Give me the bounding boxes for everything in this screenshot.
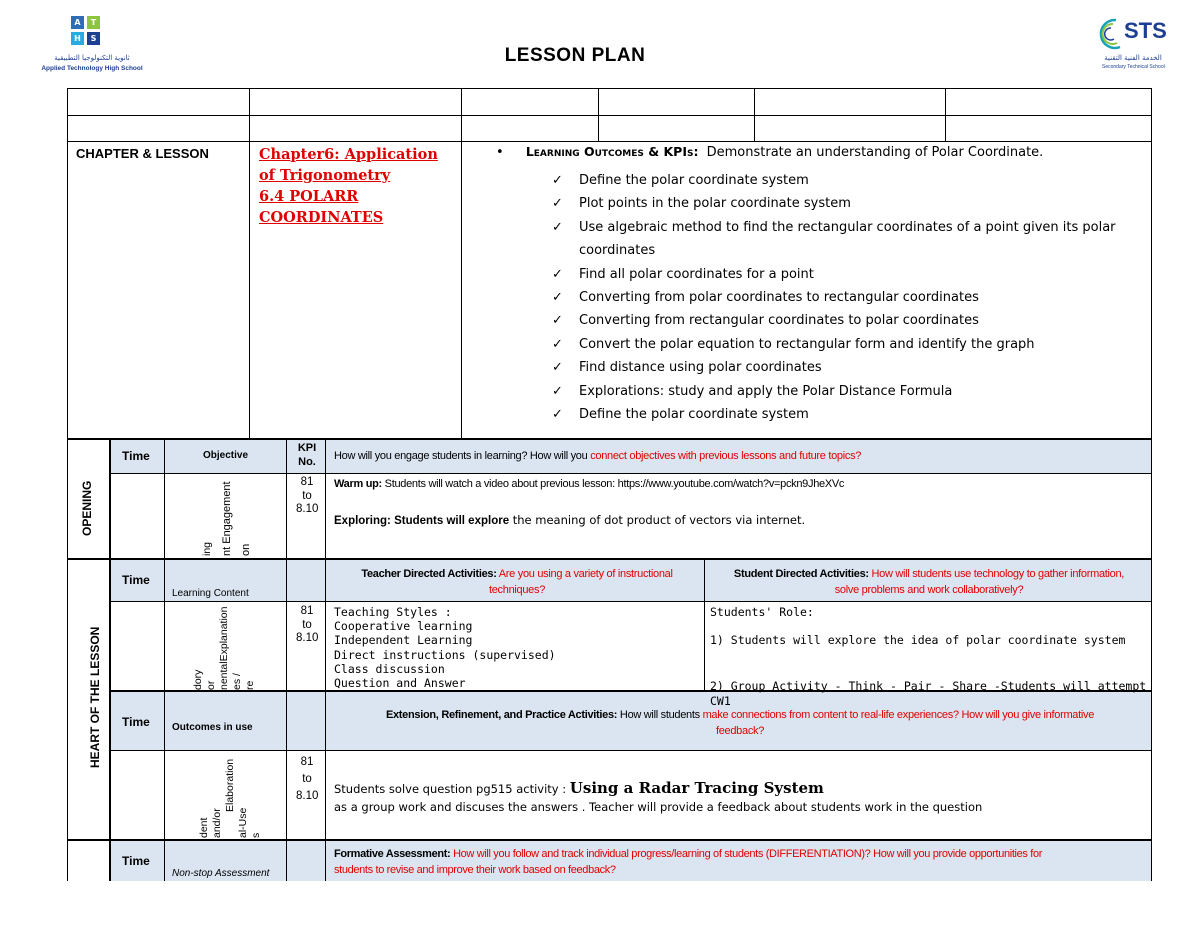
extension-header	[334, 707, 1146, 739]
warmup-text: Students will watch a video about previous lesson: https://www.youtube.com/watch?v=pckn9JheXVc	[381, 478, 845, 490]
students-role: Students' Role: 1) Students will explore the idea of polar coordinate system 2) Group Activity - Think - Pair - Share -Students will attempt CW1	[710, 605, 1147, 708]
logo-letter-a: A	[71, 16, 84, 29]
outcome-item: ✓ Define the polar coordinate system	[552, 403, 1142, 426]
sts-logo	[1102, 14, 1167, 76]
student-question-2: solve problems and work collaboratively?	[834, 584, 1024, 596]
page-title: LESSON PLAN	[504, 45, 646, 66]
extension-question-highlight: make connections from content to real-life experiences?	[702, 709, 959, 721]
sts-english-name: Secondary Technical School	[1102, 64, 1165, 70]
checkmark-icon: ✓	[552, 196, 563, 212]
solve-activity	[334, 779, 824, 798]
outcome-item: ✓ Explorations: study and apply the Polar Distance Formula	[552, 380, 1142, 403]
school-english-name: Applied Technology High School	[41, 65, 143, 72]
exploring-text: the meaning of dot product of vectors via internet.	[509, 513, 806, 527]
teacher-question-2: techniques?	[488, 584, 546, 596]
heart-section-label: HEART OF THE LESSON	[88, 626, 102, 768]
checkmark-icon: ✓	[552, 313, 563, 329]
formative-question: How will you follow and track individual progress/learning of students (DIFFERENTIATION)? How will you provide opportunities for	[450, 848, 1043, 860]
checkmark-icon: ✓	[552, 173, 563, 188]
teaching-styles: Teaching Styles : Cooperative learning Independent Learning Direct instructions (supervised) Class discussion Question and Answer	[334, 605, 556, 691]
checkmark-icon: ✓	[552, 266, 563, 282]
checkmark-icon: ✓	[552, 290, 563, 306]
checkmark-icon: ✓	[552, 407, 563, 423]
elaboration-kpi-value: 81 to 8.10	[296, 756, 319, 802]
extension-label: Extension, Refinement, and Practice Activities:	[385, 709, 618, 721]
extension-question: How will students	[617, 709, 703, 721]
opening-objective-label: Objective	[203, 450, 249, 461]
exploring-line	[334, 513, 805, 527]
teacher-question: Are you using a variety of instructional	[496, 568, 673, 580]
checkmark-icon: ✓	[552, 360, 563, 376]
outcome-item: ✓ Find all polar coordinates for a point	[552, 263, 1142, 286]
solve-activity-title: Using a Radar Tracing System	[569, 779, 824, 797]
assessment-time-label: Time	[122, 854, 150, 868]
outcome-item: ✓ Find distance using polar coordinates	[552, 356, 1142, 379]
heart-time-label: Time	[122, 573, 150, 587]
teacher-activities-header	[334, 566, 700, 598]
kpi-no-label: No.	[298, 456, 316, 468]
checkmark-icon: ✓	[552, 383, 563, 399]
teacher-activities-label: Teacher Directed Activities:	[361, 568, 497, 580]
outcomes-in-use-label: Outcomes in use	[172, 722, 253, 733]
nonstop-assessment-label: Non-stop Assessment	[172, 868, 270, 879]
solve-activity-note: as a group work and discuses the answers . Teacher will provide a feedback about students work in the question	[334, 800, 983, 814]
extension-feedback-question: How will you give informative	[958, 709, 1095, 721]
kpi-label: KPI	[297, 442, 317, 454]
opening-time-label: Time	[122, 449, 150, 463]
exploring-label: Exploring:	[334, 515, 391, 527]
student-question: How will students use technology to gather information,	[868, 568, 1125, 580]
outcome-item: ✓ Define the polar coordinate system	[552, 169, 1142, 192]
school-arabic-name: ثانوية التكنولوجيا التطبيقية	[54, 54, 130, 62]
checkmark-icon: ✓	[552, 336, 563, 352]
logo-letter-s: S	[87, 32, 100, 45]
chapter-line-3: 6.4 POLARR	[259, 188, 359, 205]
chapter-line-4: COORDINATES	[259, 209, 384, 226]
opening-question	[334, 450, 861, 462]
checkmark-icon: ✓	[552, 219, 563, 235]
chapter-title	[259, 144, 438, 228]
logo-letter-h: H	[71, 32, 84, 45]
sts-arabic-name: الخدمة الفنية التقنية	[1104, 54, 1162, 62]
opening-kpi-value: 81 to 8.10	[296, 476, 319, 515]
outcome-item: ✓ Use algebraic method to find the rectangular coordinates of a point given its polar coordinates	[552, 216, 1142, 263]
outcome-item: ✓ Converting from rectangular coordinates to polar coordinates	[552, 309, 1142, 332]
kpi-header	[296, 441, 318, 469]
formative-question-2: students to revise and improve their work based on feedback?	[334, 864, 616, 876]
student-activities-label: Student Directed Activities:	[733, 568, 869, 580]
outcomes-list	[552, 169, 1142, 426]
bullet-icon: •	[496, 145, 504, 160]
exploring-subject: Students will explore	[390, 515, 510, 527]
solve-prefix: Students solve question pg515 activity :	[334, 782, 570, 796]
school-logo	[38, 14, 148, 76]
sts-logo-text: STS	[1124, 18, 1167, 43]
outcome-item: ✓ Plot points in the polar coordinate system	[552, 192, 1142, 215]
outcomes-heading: Learning Outcomes & KPIs:	[525, 144, 699, 159]
warmup-label: Warm up:	[334, 478, 382, 490]
outcome-item: ✓ Converting from polar coordinates to rectangular coordinates	[552, 286, 1142, 309]
extension-time-label: Time	[122, 715, 150, 729]
logo-letter-t: T	[87, 16, 100, 29]
opening-question-text: How will you engage students in learning? How will you	[334, 450, 591, 462]
chapter-lesson-label: CHAPTER & LESSON	[76, 146, 209, 161]
learning-content-label: Learning Content	[172, 588, 249, 599]
chapter-line-1: Chapter6: Application	[259, 146, 438, 163]
heart-kpi-value: 81 to 8.10	[296, 605, 319, 644]
formative-assessment	[334, 846, 1146, 878]
opening-question-highlight: connect objectives with previous lessons and future topics?	[590, 450, 862, 462]
outcomes-intro: Demonstrate an understanding of Polar Coordinate.	[706, 145, 1044, 160]
outcome-item: ✓ Convert the polar equation to rectangular form and identify the graph	[552, 333, 1142, 356]
outcomes-heading-line	[496, 144, 1043, 160]
formative-label: Formative Assessment:	[334, 848, 451, 860]
student-activities-header	[708, 566, 1150, 598]
extension-feedback-question-2: feedback?	[715, 725, 765, 737]
chapter-line-2: of Trigonometry	[259, 167, 391, 184]
warmup-line	[334, 478, 844, 490]
opening-section-label: OPENING	[80, 480, 94, 536]
